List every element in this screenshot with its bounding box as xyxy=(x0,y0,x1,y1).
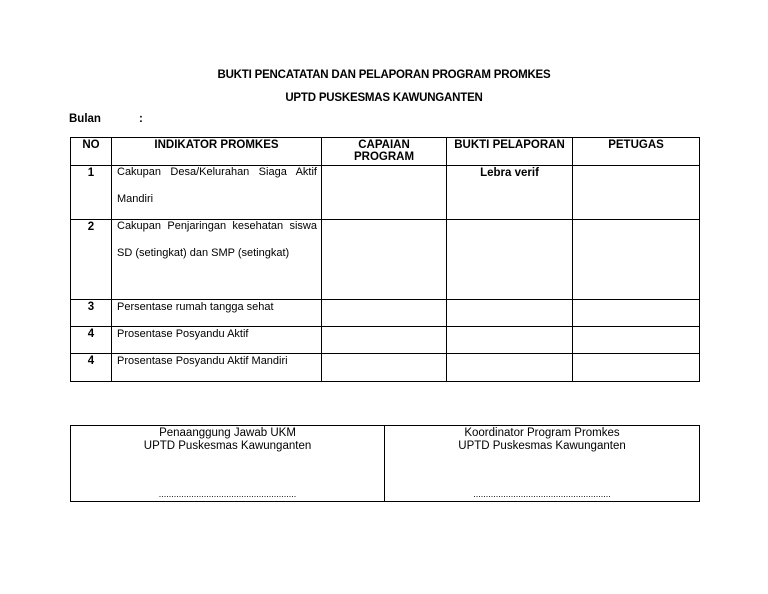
row-bukti xyxy=(447,220,573,300)
column-header-petugas: PETUGAS xyxy=(573,138,700,166)
signature-left-role: Penaanggung Jawab UKM xyxy=(159,427,296,439)
row-no: 3 xyxy=(71,300,112,327)
row-bukti xyxy=(447,354,573,382)
bulan-label: Bulan xyxy=(69,113,101,125)
signature-right xyxy=(385,426,700,502)
row-indikator-text: Cakupan Penjaringan kesehatan siswa SD (setingkat) dan SMP (setingkat) xyxy=(117,220,317,259)
row-no: 2 xyxy=(71,220,112,300)
promkes-table xyxy=(70,137,700,382)
signature-left xyxy=(71,426,385,502)
document-subtitle: UPTD PUSKESMAS KAWUNGANTEN xyxy=(285,92,483,104)
row-capaian xyxy=(322,327,447,354)
row-no: 4 xyxy=(71,354,112,382)
column-header-no: NO xyxy=(71,138,112,166)
column-header-indikator: INDIKATOR PROMKES xyxy=(112,138,322,166)
document-title: BUKTI PENCATATAN DAN PELAPORAN PROGRAM PROMKES xyxy=(217,69,551,81)
table-row xyxy=(71,327,700,354)
row-indikator-text: Prosentase Posyandu Aktif xyxy=(117,328,249,340)
bulan-colon: : xyxy=(139,113,143,125)
row-bukti xyxy=(447,300,573,327)
row-no: 1 xyxy=(71,166,112,220)
row-capaian xyxy=(322,354,447,382)
row-bukti: Lebra verif xyxy=(447,166,573,220)
column-header-bukti: BUKTI PELAPORAN xyxy=(447,138,573,166)
row-petugas xyxy=(573,300,700,327)
row-indikator xyxy=(112,300,322,327)
table-row xyxy=(71,166,700,220)
signature-right-org: UPTD Puskesmas Kawunganten xyxy=(458,440,626,452)
row-indikator-text: Prosentase Posyandu Aktif Mandiri xyxy=(117,355,288,367)
table-row xyxy=(71,300,700,327)
column-header-capaian: CAPAIAN PROGRAM xyxy=(322,138,447,166)
table-row xyxy=(71,220,700,300)
row-petugas xyxy=(573,220,700,300)
table-row xyxy=(71,354,700,382)
row-indikator-text: Persentase rumah tangga sehat xyxy=(117,301,274,313)
row-capaian xyxy=(322,220,447,300)
row-indikator xyxy=(112,166,322,220)
bulan-field xyxy=(69,113,143,125)
row-petugas xyxy=(573,166,700,220)
signature-left-line: ....................................................... xyxy=(158,489,297,499)
row-indikator xyxy=(112,220,322,300)
row-indikator xyxy=(112,354,322,382)
row-indikator xyxy=(112,327,322,354)
row-petugas xyxy=(573,354,700,382)
signature-table xyxy=(70,425,700,502)
row-indikator-text: Cakupan Desa/Kelurahan Siaga Aktif Mandiri xyxy=(117,166,317,205)
row-petugas xyxy=(573,327,700,354)
row-capaian xyxy=(322,166,447,220)
row-capaian xyxy=(322,300,447,327)
row-no: 4 xyxy=(71,327,112,354)
row-bukti xyxy=(447,327,573,354)
signature-right-role: Koordinator Program Promkes xyxy=(464,427,620,439)
signature-left-org: UPTD Puskesmas Kawunganten xyxy=(143,440,312,452)
signature-right-line: ....................................................... xyxy=(473,489,611,499)
